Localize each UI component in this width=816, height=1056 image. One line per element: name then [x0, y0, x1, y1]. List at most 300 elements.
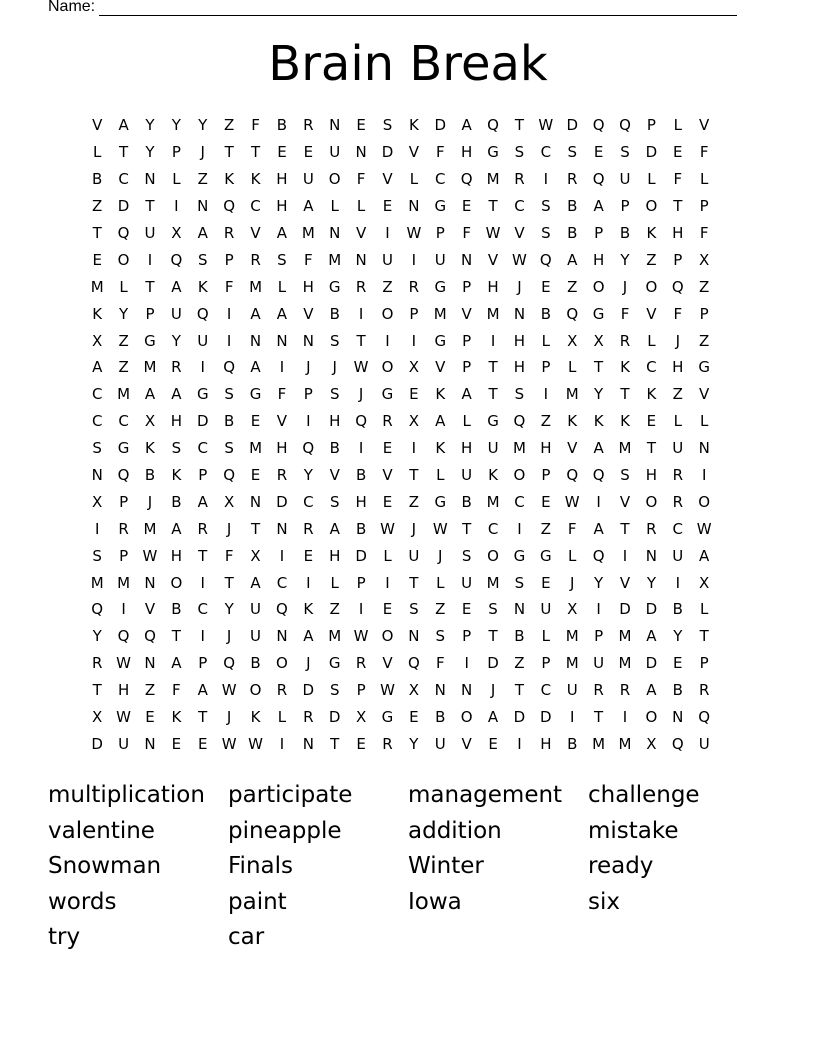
grid-letter[interactable]: R	[567, 170, 578, 189]
grid-letter[interactable]: K	[435, 439, 446, 458]
grid-letter[interactable]: G	[592, 304, 605, 323]
grid-letter[interactable]: I	[622, 546, 628, 565]
grid-letter[interactable]: U	[698, 734, 710, 753]
grid-letter[interactable]: H	[513, 358, 526, 377]
grid-letter[interactable]: C	[91, 412, 103, 431]
grid-letter[interactable]: Z	[144, 681, 156, 700]
grid-letter[interactable]: C	[197, 439, 208, 458]
grid-letter[interactable]: E	[673, 143, 683, 162]
grid-letter[interactable]: R	[514, 170, 525, 189]
grid-letter[interactable]: M	[565, 385, 579, 404]
grid-letter[interactable]: G	[381, 385, 394, 404]
grid-letter[interactable]: Z	[197, 170, 208, 189]
grid-letter[interactable]: B	[514, 627, 525, 646]
grid-letter[interactable]: T	[488, 385, 498, 404]
grid-letter[interactable]: J	[147, 492, 153, 511]
grid-letter[interactable]: O	[645, 197, 658, 216]
grid-letter[interactable]: T	[514, 681, 525, 700]
grid-letter[interactable]: I	[200, 627, 205, 646]
grid-letter[interactable]: S	[488, 600, 498, 619]
grid-letter[interactable]: R	[223, 224, 235, 242]
grid-letter[interactable]: W	[116, 708, 131, 727]
grid-letter[interactable]: U	[329, 143, 341, 162]
grid-letter[interactable]: V	[382, 654, 393, 673]
grid-letter[interactable]: Q	[566, 304, 579, 323]
grid-letter[interactable]: I	[385, 331, 390, 350]
grid-letter[interactable]: F	[567, 519, 577, 538]
grid-letter[interactable]: K	[145, 439, 155, 458]
grid-letter[interactable]: N	[461, 681, 473, 700]
grid-letter[interactable]: G	[698, 358, 710, 377]
grid-letter[interactable]: W	[696, 519, 712, 538]
grid-letter[interactable]: L	[700, 600, 709, 619]
grid-letter[interactable]: E	[673, 654, 683, 673]
grid-letter[interactable]: E	[409, 385, 419, 404]
grid-letter[interactable]: P	[119, 546, 129, 565]
grid-letter[interactable]: I	[121, 600, 126, 619]
grid-letter[interactable]: I	[358, 439, 364, 458]
grid-letter[interactable]: K	[92, 304, 103, 323]
grid-letter[interactable]: Q	[223, 197, 236, 216]
grid-letter[interactable]: Q	[619, 116, 631, 135]
grid-letter[interactable]: L	[356, 197, 366, 216]
grid-letter[interactable]: I	[622, 708, 628, 727]
grid-letter[interactable]: K	[171, 708, 182, 727]
grid-letter[interactable]: L	[330, 573, 339, 592]
grid-letter[interactable]: Y	[673, 627, 683, 646]
grid-letter[interactable]: Y	[171, 331, 181, 350]
grid-letter[interactable]: Z	[699, 277, 710, 296]
grid-letter[interactable]: B	[461, 492, 472, 511]
grid-letter[interactable]: V	[619, 492, 631, 511]
grid-letter[interactable]: U	[487, 439, 499, 458]
grid-letter[interactable]: M	[618, 439, 632, 458]
grid-letter[interactable]: S	[197, 250, 208, 269]
grid-letter[interactable]: M	[618, 627, 632, 646]
grid-letter[interactable]: I	[200, 573, 205, 592]
grid-letter[interactable]: A	[250, 573, 261, 592]
grid-letter[interactable]: Q	[592, 546, 605, 565]
grid-letter[interactable]: V	[382, 466, 393, 485]
grid-letter[interactable]: S	[329, 681, 340, 700]
grid-letter[interactable]: C	[91, 385, 103, 404]
grid-letter[interactable]: R	[382, 734, 393, 753]
grid-letter[interactable]: N	[197, 197, 209, 216]
grid-letter[interactable]: Q	[302, 439, 315, 458]
grid-letter[interactable]: W	[564, 492, 580, 511]
grid-letter[interactable]: R	[276, 681, 288, 700]
grid-letter[interactable]: L	[541, 627, 551, 646]
grid-letter[interactable]: U	[118, 734, 130, 753]
grid-letter[interactable]: L	[119, 277, 128, 296]
grid-letter[interactable]: M	[117, 573, 131, 592]
grid-letter[interactable]: F	[462, 224, 471, 242]
grid-letter[interactable]: M	[90, 573, 104, 592]
grid-letter[interactable]: I	[411, 439, 417, 458]
grid-letter[interactable]: L	[436, 573, 445, 592]
grid-letter[interactable]: J	[622, 277, 628, 296]
grid-letter[interactable]: P	[594, 224, 604, 242]
grid-letter[interactable]: T	[673, 197, 683, 216]
grid-letter[interactable]: J	[306, 358, 311, 377]
grid-letter[interactable]: A	[144, 385, 156, 404]
grid-letter[interactable]: B	[567, 224, 578, 242]
grid-letter[interactable]: I	[517, 734, 522, 753]
grid-letter[interactable]: V	[699, 385, 710, 404]
grid-letter[interactable]: H	[276, 170, 288, 189]
grid-letter[interactable]: J	[358, 385, 364, 404]
grid-letter[interactable]: O	[645, 277, 658, 296]
grid-letter[interactable]: Q	[170, 250, 183, 269]
grid-letter[interactable]: H	[329, 412, 341, 431]
grid-letter[interactable]: W	[142, 546, 158, 565]
grid-letter[interactable]: W	[353, 627, 369, 646]
grid-letter[interactable]: S	[224, 439, 234, 458]
grid-letter[interactable]: V	[461, 734, 472, 753]
grid-letter[interactable]: L	[673, 116, 682, 135]
grid-letter[interactable]: N	[276, 331, 288, 350]
grid-letter[interactable]: M	[486, 304, 500, 323]
grid-letter[interactable]: V	[567, 439, 578, 458]
grid-letter[interactable]: A	[487, 708, 499, 727]
grid-letter[interactable]: X	[92, 708, 103, 727]
grid-letter[interactable]: M	[565, 627, 579, 646]
grid-letter[interactable]: L	[700, 170, 709, 189]
grid-letter[interactable]: Y	[92, 627, 102, 646]
grid-letter[interactable]: W	[248, 734, 263, 753]
grid-letter[interactable]: M	[486, 492, 500, 511]
grid-letter[interactable]: X	[250, 546, 261, 565]
grid-letter[interactable]: D	[434, 116, 447, 135]
grid-letter[interactable]: O	[645, 492, 658, 511]
grid-letter[interactable]: B	[567, 197, 578, 216]
grid-letter[interactable]: A	[92, 358, 103, 377]
grid-letter[interactable]: B	[619, 224, 631, 242]
grid-letter[interactable]: U	[250, 600, 262, 619]
grid-letter[interactable]: Y	[119, 304, 129, 323]
grid-letter[interactable]: L	[93, 143, 102, 162]
grid-letter[interactable]: B	[276, 116, 288, 135]
grid-letter[interactable]: P	[198, 654, 208, 673]
grid-letter[interactable]: M	[486, 573, 500, 592]
grid-letter[interactable]: X	[408, 681, 420, 700]
grid-letter[interactable]: W	[406, 224, 422, 242]
grid-letter[interactable]: P	[356, 681, 366, 700]
grid-letter[interactable]: L	[172, 170, 181, 189]
grid-letter[interactable]: C	[435, 170, 446, 189]
grid-letter[interactable]: I	[279, 546, 285, 565]
grid-letter[interactable]: L	[700, 412, 709, 431]
grid-letter[interactable]: Y	[145, 143, 155, 162]
grid-letter[interactable]: N	[698, 439, 710, 458]
grid-letter[interactable]: P	[119, 492, 129, 511]
grid-letter[interactable]: W	[485, 224, 501, 242]
grid-letter[interactable]: O	[276, 654, 288, 673]
grid-letter[interactable]: M	[328, 250, 342, 269]
grid-letter[interactable]: V	[276, 412, 288, 431]
grid-letter[interactable]: C	[540, 143, 552, 162]
grid-letter[interactable]: Z	[567, 277, 578, 296]
grid-letter[interactable]: Q	[223, 358, 236, 377]
grid-letter[interactable]: C	[514, 197, 525, 216]
grid-letter[interactable]: V	[144, 600, 156, 619]
grid-letter[interactable]: Q	[117, 627, 130, 646]
grid-letter[interactable]: D	[619, 600, 631, 619]
grid-letter[interactable]: A	[303, 627, 314, 646]
grid-letter[interactable]: M	[618, 654, 632, 673]
grid-letter[interactable]: H	[302, 277, 314, 296]
grid-letter[interactable]: U	[250, 627, 262, 646]
grid-letter[interactable]: M	[90, 277, 104, 296]
grid-letter[interactable]: H	[461, 143, 473, 162]
grid-letter[interactable]: G	[328, 277, 341, 296]
grid-letter[interactable]: X	[593, 331, 604, 350]
grid-letter[interactable]: A	[593, 197, 604, 216]
grid-letter[interactable]: Q	[223, 466, 236, 485]
grid-letter[interactable]: D	[117, 197, 130, 216]
grid-letter[interactable]: P	[462, 358, 472, 377]
grid-letter[interactable]: T	[92, 681, 102, 700]
grid-letter[interactable]: E	[145, 708, 155, 727]
grid-letter[interactable]: F	[435, 654, 445, 673]
grid-letter[interactable]: X	[355, 708, 367, 727]
grid-letter[interactable]: N	[513, 304, 526, 323]
grid-letter[interactable]: W	[432, 519, 448, 538]
grid-letter[interactable]: N	[329, 116, 341, 135]
grid-letter[interactable]: Y	[594, 385, 604, 404]
grid-letter[interactable]: S	[567, 143, 577, 162]
grid-letter[interactable]: J	[226, 627, 232, 646]
grid-letter[interactable]: H	[540, 439, 552, 458]
name-blank-line[interactable]	[99, 1, 737, 16]
grid-letter[interactable]: T	[620, 385, 630, 404]
grid-letter[interactable]: O	[698, 492, 711, 511]
grid-letter[interactable]: T	[409, 573, 419, 592]
grid-letter[interactable]: B	[224, 412, 235, 431]
grid-letter[interactable]: S	[514, 143, 525, 162]
grid-letter[interactable]: W	[353, 358, 369, 377]
grid-letter[interactable]: D	[513, 708, 526, 727]
grid-letter[interactable]: T	[514, 116, 525, 135]
grid-letter[interactable]: U	[170, 304, 182, 323]
grid-letter[interactable]: R	[619, 331, 631, 350]
grid-letter[interactable]: E	[488, 734, 498, 753]
grid-letter[interactable]: N	[144, 654, 156, 673]
grid-letter[interactable]: M	[301, 224, 315, 242]
grid-letter[interactable]: I	[675, 573, 680, 592]
grid-letter[interactable]: A	[250, 304, 261, 323]
grid-letter[interactable]: P	[699, 654, 709, 673]
grid-letter[interactable]: B	[171, 492, 182, 511]
grid-letter[interactable]: S	[382, 116, 393, 135]
grid-letter[interactable]: G	[434, 197, 447, 216]
grid-letter[interactable]: Y	[620, 250, 630, 269]
grid-letter[interactable]: S	[541, 197, 551, 216]
grid-letter[interactable]: N	[408, 627, 420, 646]
grid-letter[interactable]: V	[435, 358, 446, 377]
grid-letter[interactable]: Q	[592, 170, 605, 189]
grid-letter[interactable]: F	[699, 224, 709, 242]
grid-letter[interactable]: C	[118, 170, 129, 189]
grid-letter[interactable]: M	[565, 654, 579, 673]
grid-letter[interactable]: B	[329, 439, 340, 458]
grid-letter[interactable]: B	[435, 708, 446, 727]
grid-letter[interactable]: A	[118, 116, 129, 135]
grid-letter[interactable]: Q	[487, 116, 499, 135]
grid-letter[interactable]: T	[594, 708, 604, 727]
grid-letter[interactable]: Y	[303, 466, 313, 485]
grid-letter[interactable]: B	[250, 654, 261, 673]
grid-letter[interactable]: R	[250, 250, 261, 269]
grid-letter[interactable]: U	[619, 170, 631, 189]
grid-letter[interactable]: A	[171, 277, 182, 296]
grid-letter[interactable]: Q	[196, 304, 209, 323]
grid-letter[interactable]: J	[438, 546, 443, 565]
grid-letter[interactable]: R	[382, 412, 393, 431]
grid-letter[interactable]: K	[171, 466, 182, 485]
grid-letter[interactable]: G	[249, 385, 262, 404]
grid-letter[interactable]: R	[355, 277, 367, 296]
grid-letter[interactable]: L	[541, 331, 551, 350]
grid-letter[interactable]: S	[409, 600, 419, 619]
grid-letter[interactable]: R	[408, 277, 420, 296]
grid-letter[interactable]: I	[174, 197, 179, 216]
grid-letter[interactable]: I	[279, 358, 285, 377]
grid-letter[interactable]: I	[306, 573, 311, 592]
grid-letter[interactable]: N	[355, 250, 367, 269]
grid-letter[interactable]: P	[435, 224, 445, 242]
grid-letter[interactable]: Z	[699, 331, 710, 350]
grid-letter[interactable]: Q	[355, 412, 367, 431]
grid-letter[interactable]: W	[221, 681, 237, 700]
grid-letter[interactable]: D	[487, 654, 499, 673]
grid-letter[interactable]: X	[92, 331, 103, 350]
grid-letter[interactable]: P	[541, 466, 551, 485]
grid-letter[interactable]: M	[143, 519, 157, 538]
grid-letter[interactable]: M	[249, 439, 263, 458]
grid-letter[interactable]: D	[328, 708, 341, 727]
grid-letter[interactable]: X	[144, 412, 156, 431]
grid-letter[interactable]: O	[381, 304, 394, 323]
grid-letter[interactable]: D	[91, 734, 103, 753]
grid-letter[interactable]: U	[461, 573, 473, 592]
grid-letter[interactable]: U	[540, 600, 552, 619]
grid-letter[interactable]: L	[277, 277, 287, 296]
grid-letter[interactable]: L	[436, 466, 445, 485]
grid-letter[interactable]: E	[382, 600, 393, 619]
grid-letter[interactable]: M	[143, 358, 157, 377]
grid-letter[interactable]: N	[276, 519, 288, 538]
grid-letter[interactable]: O	[487, 546, 499, 565]
grid-letter[interactable]: X	[408, 358, 420, 377]
grid-letter[interactable]: M	[592, 734, 606, 753]
grid-letter[interactable]: A	[197, 224, 208, 242]
grid-letter[interactable]: A	[276, 224, 288, 242]
grid-letter[interactable]: N	[408, 197, 420, 216]
grid-letter[interactable]: Y	[594, 573, 604, 592]
grid-letter[interactable]: D	[645, 143, 658, 162]
grid-letter[interactable]: T	[250, 519, 261, 538]
grid-letter[interactable]: C	[646, 358, 657, 377]
grid-letter[interactable]: Z	[118, 331, 129, 350]
grid-letter[interactable]: A	[329, 519, 340, 538]
grid-letter[interactable]: C	[487, 519, 499, 538]
grid-letter[interactable]: O	[381, 627, 394, 646]
grid-letter[interactable]: I	[385, 224, 390, 242]
grid-letter[interactable]: E	[277, 143, 287, 162]
grid-letter[interactable]: H	[117, 681, 130, 700]
grid-letter[interactable]: D	[645, 654, 658, 673]
grid-letter[interactable]: I	[596, 600, 601, 619]
grid-letter[interactable]: U	[461, 466, 473, 485]
grid-letter[interactable]: E	[92, 250, 102, 269]
grid-letter[interactable]: R	[672, 492, 683, 511]
grid-letter[interactable]: P	[462, 331, 472, 350]
grid-letter[interactable]: N	[461, 250, 473, 269]
grid-letter[interactable]: K	[646, 385, 657, 404]
grid-letter[interactable]: Q	[407, 654, 420, 673]
grid-letter[interactable]: P	[699, 304, 709, 323]
grid-letter[interactable]: I	[596, 492, 601, 511]
grid-letter[interactable]: E	[541, 573, 551, 592]
grid-letter[interactable]: G	[434, 277, 447, 296]
grid-letter[interactable]: H	[170, 546, 182, 565]
grid-letter[interactable]: K	[197, 277, 208, 296]
grid-letter[interactable]: C	[197, 600, 208, 619]
grid-letter[interactable]: D	[196, 412, 209, 431]
grid-letter[interactable]: B	[355, 466, 367, 485]
grid-letter[interactable]: F	[277, 385, 287, 404]
grid-letter[interactable]: E	[303, 546, 314, 565]
grid-letter[interactable]: F	[620, 304, 630, 323]
grid-letter[interactable]: B	[144, 466, 156, 485]
grid-letter[interactable]: C	[276, 573, 288, 592]
grid-letter[interactable]: K	[567, 412, 578, 431]
grid-letter[interactable]: R	[619, 681, 631, 700]
grid-letter[interactable]: F	[435, 143, 445, 162]
grid-letter[interactable]: U	[672, 439, 684, 458]
grid-letter[interactable]: O	[328, 170, 341, 189]
grid-letter[interactable]: K	[646, 224, 657, 242]
grid-letter[interactable]: I	[464, 654, 469, 673]
grid-letter[interactable]: K	[303, 600, 314, 619]
grid-letter[interactable]: Z	[435, 600, 446, 619]
grid-letter[interactable]: Q	[698, 708, 711, 727]
grid-letter[interactable]: Q	[117, 466, 130, 485]
grid-letter[interactable]: D	[540, 708, 552, 727]
grid-letter[interactable]: Y	[646, 573, 656, 592]
grid-letter[interactable]: P	[594, 627, 604, 646]
grid-letter[interactable]: P	[541, 358, 551, 377]
grid-letter[interactable]: D	[566, 116, 578, 135]
grid-letter[interactable]: Y	[409, 734, 419, 753]
grid-letter[interactable]: B	[672, 600, 683, 619]
grid-letter[interactable]: H	[461, 439, 473, 458]
grid-letter[interactable]: C	[303, 492, 314, 511]
grid-letter[interactable]: U	[408, 546, 420, 565]
grid-letter[interactable]: Z	[118, 358, 129, 377]
grid-letter[interactable]: G	[144, 331, 156, 350]
grid-letter[interactable]: Z	[540, 412, 551, 431]
grid-letter[interactable]: J	[226, 708, 232, 727]
grid-letter[interactable]: R	[698, 681, 710, 700]
grid-letter[interactable]: N	[645, 546, 658, 565]
grid-letter[interactable]: Q	[539, 250, 552, 269]
grid-letter[interactable]: T	[224, 143, 234, 162]
grid-letter[interactable]: I	[200, 358, 205, 377]
grid-letter[interactable]: L	[568, 546, 577, 565]
grid-letter[interactable]: T	[145, 197, 155, 216]
